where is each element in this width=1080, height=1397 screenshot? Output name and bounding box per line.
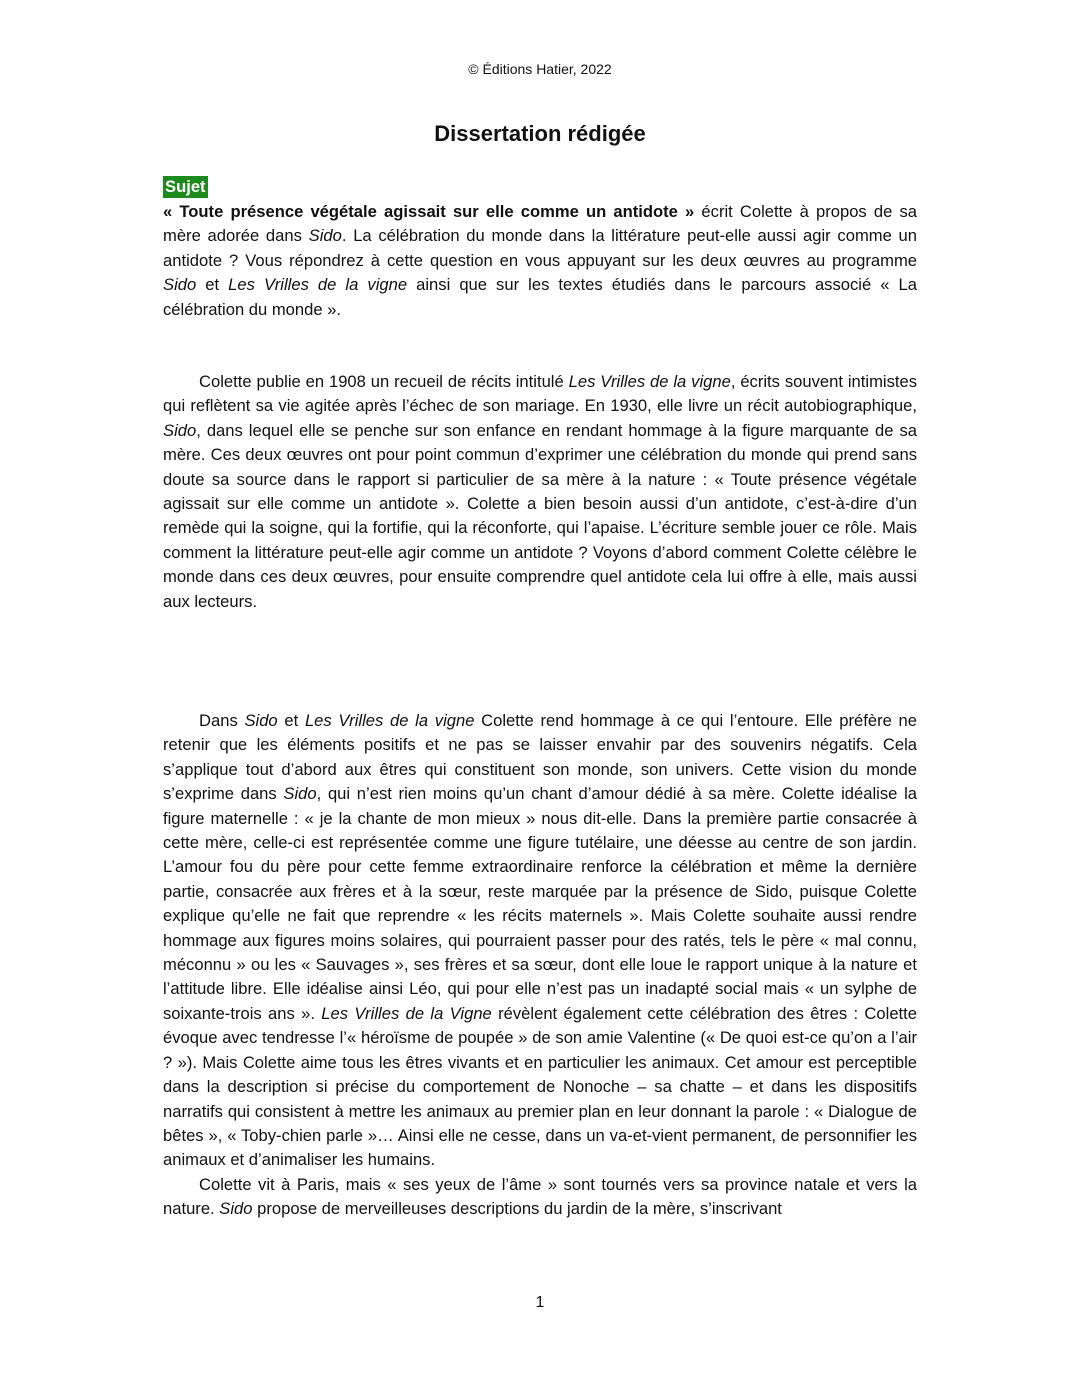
development-paragraph-2 [163,1173,917,1222]
dev2-text-1: Colette vit à Paris, mais « ses yeux de l’âme » sont tournés vers sa province natale et vers la nature. [163,1174,917,1219]
introduction-section [163,370,917,614]
page-header-copyright: © Éditions Hatier, 2022 [468,61,612,77]
dev1-work-title: Les Vrilles de la Vigne [321,1003,492,1023]
dev2-work-title: Sido [219,1199,253,1219]
subject-text [163,200,917,322]
dev1-text-5: révèlent également cette célébration des êtres : Colette évoque avec tendresse l’« héroïsme de poupée » de son amie Valentine (« De quoi est-ce qu’on a l’air ? »). Mais Colette aime tous les êtres vivants et en particulier les animaux. Cet amour est perceptible dans la description si précise du comportement de Nonoche – sa chatte – et dans les dispositifs narratifs qui consistent à mettre les animaux au premier plan en leur donnant la parole : « Dialogue de bêtes », « Toby-chien parle »… Ainsi elle ne cesse, dans un va-et-vient permanent, de personnifier les animaux et d’animaliser les humains. [163,1003,917,1170]
dev1-text-1: Dans [199,711,245,730]
subject-work-title: Sido [308,226,342,246]
subject-text-1: écrit Colette à propos de sa mère adorée dans [163,202,917,246]
introduction-paragraph [163,370,917,614]
page-number: 1 [535,1294,545,1311]
subject-quote: « Toute présence végétale agissait sur elle comme un antidote » [163,202,695,221]
subject-label: Sujet [165,177,206,196]
intro-text-3: , dans lequel elle se penche sur son enfance en rendant hommage à la figure marquante de sa mère. Ces deux œuvres ont pour point commun d’exprimer une célébration du monde qui prend sans doute sa source dans le rapport si particulier de sa mère à la nature : « Toute présence végétale agissait sur elle comme un antidote ». Colette a bien besoin aussi d’un antidote, c’est-à-dire d’un remède qui la soigne, qui la fortifie, qui la réconforte, qui l’apaise. L’écriture semble jouer ce rôle. Mais comment la littérature peut-elle agir comme un antidote ? Voyons d’abord comment Colette célèbre le monde dans ces deux œuvres, pour ensuite comprendre quel antidote cela lui offre à elle, mais aussi aux lecteurs. [163,420,917,611]
dev1-work-title: Les Vrilles de la vigne [304,711,475,730]
development-paragraph-1 [163,709,917,1173]
page-title: Dissertation rédigée [434,121,646,146]
intro-text-1: Colette publie en 1908 un recueil de récits intitulé [199,372,569,391]
subject-section [163,175,917,322]
dev1-text-3: Colette rend hommage à ce qui l’entoure. Elle préfère ne retenir que les éléments positifs et ne pas se laisser envahir par des souvenirs négatifs. Cela s’applique tout d’abord aux êtres qui constituent son monde, son univers. Cette vision du monde s’exprime dans [163,711,917,804]
subject-text-4: ainsi que sur les textes étudiés dans le parcours associé « La célébration du monde ». [163,275,917,319]
subject-work-title: Les Vrilles de la vigne [228,275,408,295]
intro-text-2: , écrits souvent intimistes qui reflètent sa vie agitée après l’échec de son mariage. En 1930, elle livre un récit autobiographique, [163,372,918,416]
dev1-text-4: , qui n’est rien moins qu’un chant d’amour dédié à sa mère. Colette idéalise la figure maternelle : « je la chante de mon mieux » nous dit-elle. Dans la première partie consacrée à cette mère, celle-ci est représentée comme une figure tutélaire, une déesse au centre de son jardin. L’amour fou du père pour cette femme extraordinaire renforce la célébration et même la dernière partie, consacrée aux frères et à la sœur, reste marquée par la présence de Sido, puisque Colette explique qu’elle ne fait que reprendre « les récits maternels ». Mais Colette souhaite aussi rendre hommage aux figures moins solaires, qui pourraient passer pour des ratés, tels le père « mal connu, méconnu » ou les « Sauvages », ses frères et sa sœur, dont elle loue le rapport unique à la nature et l’attitude libre. Elle idéalise ainsi Léo, qui pour elle n’est pas un inadapté social mais « un sylphe de soixante-trois ans ». [163,784,917,1023]
dev2-text-2: propose de merveilleuses descriptions du jardin de la mère, s’inscrivant [252,1199,782,1219]
subject-text-3: et [196,275,229,295]
dev1-text-2: et [277,711,305,730]
subject-work-title: Sido [163,275,197,295]
intro-work-title: Les Vrilles de la vigne [568,372,731,391]
subject-text-2: . La célébration du monde dans la littérature peut-elle aussi agir comme un antidote ? Vous répondrez à cette question en vous appuyant sur les deux œuvres au programme [163,226,917,270]
intro-work-title: Sido [163,420,197,440]
development-section [163,709,917,1222]
dev1-work-title: Sido [244,711,278,730]
dev1-work-title: Sido [283,784,317,804]
